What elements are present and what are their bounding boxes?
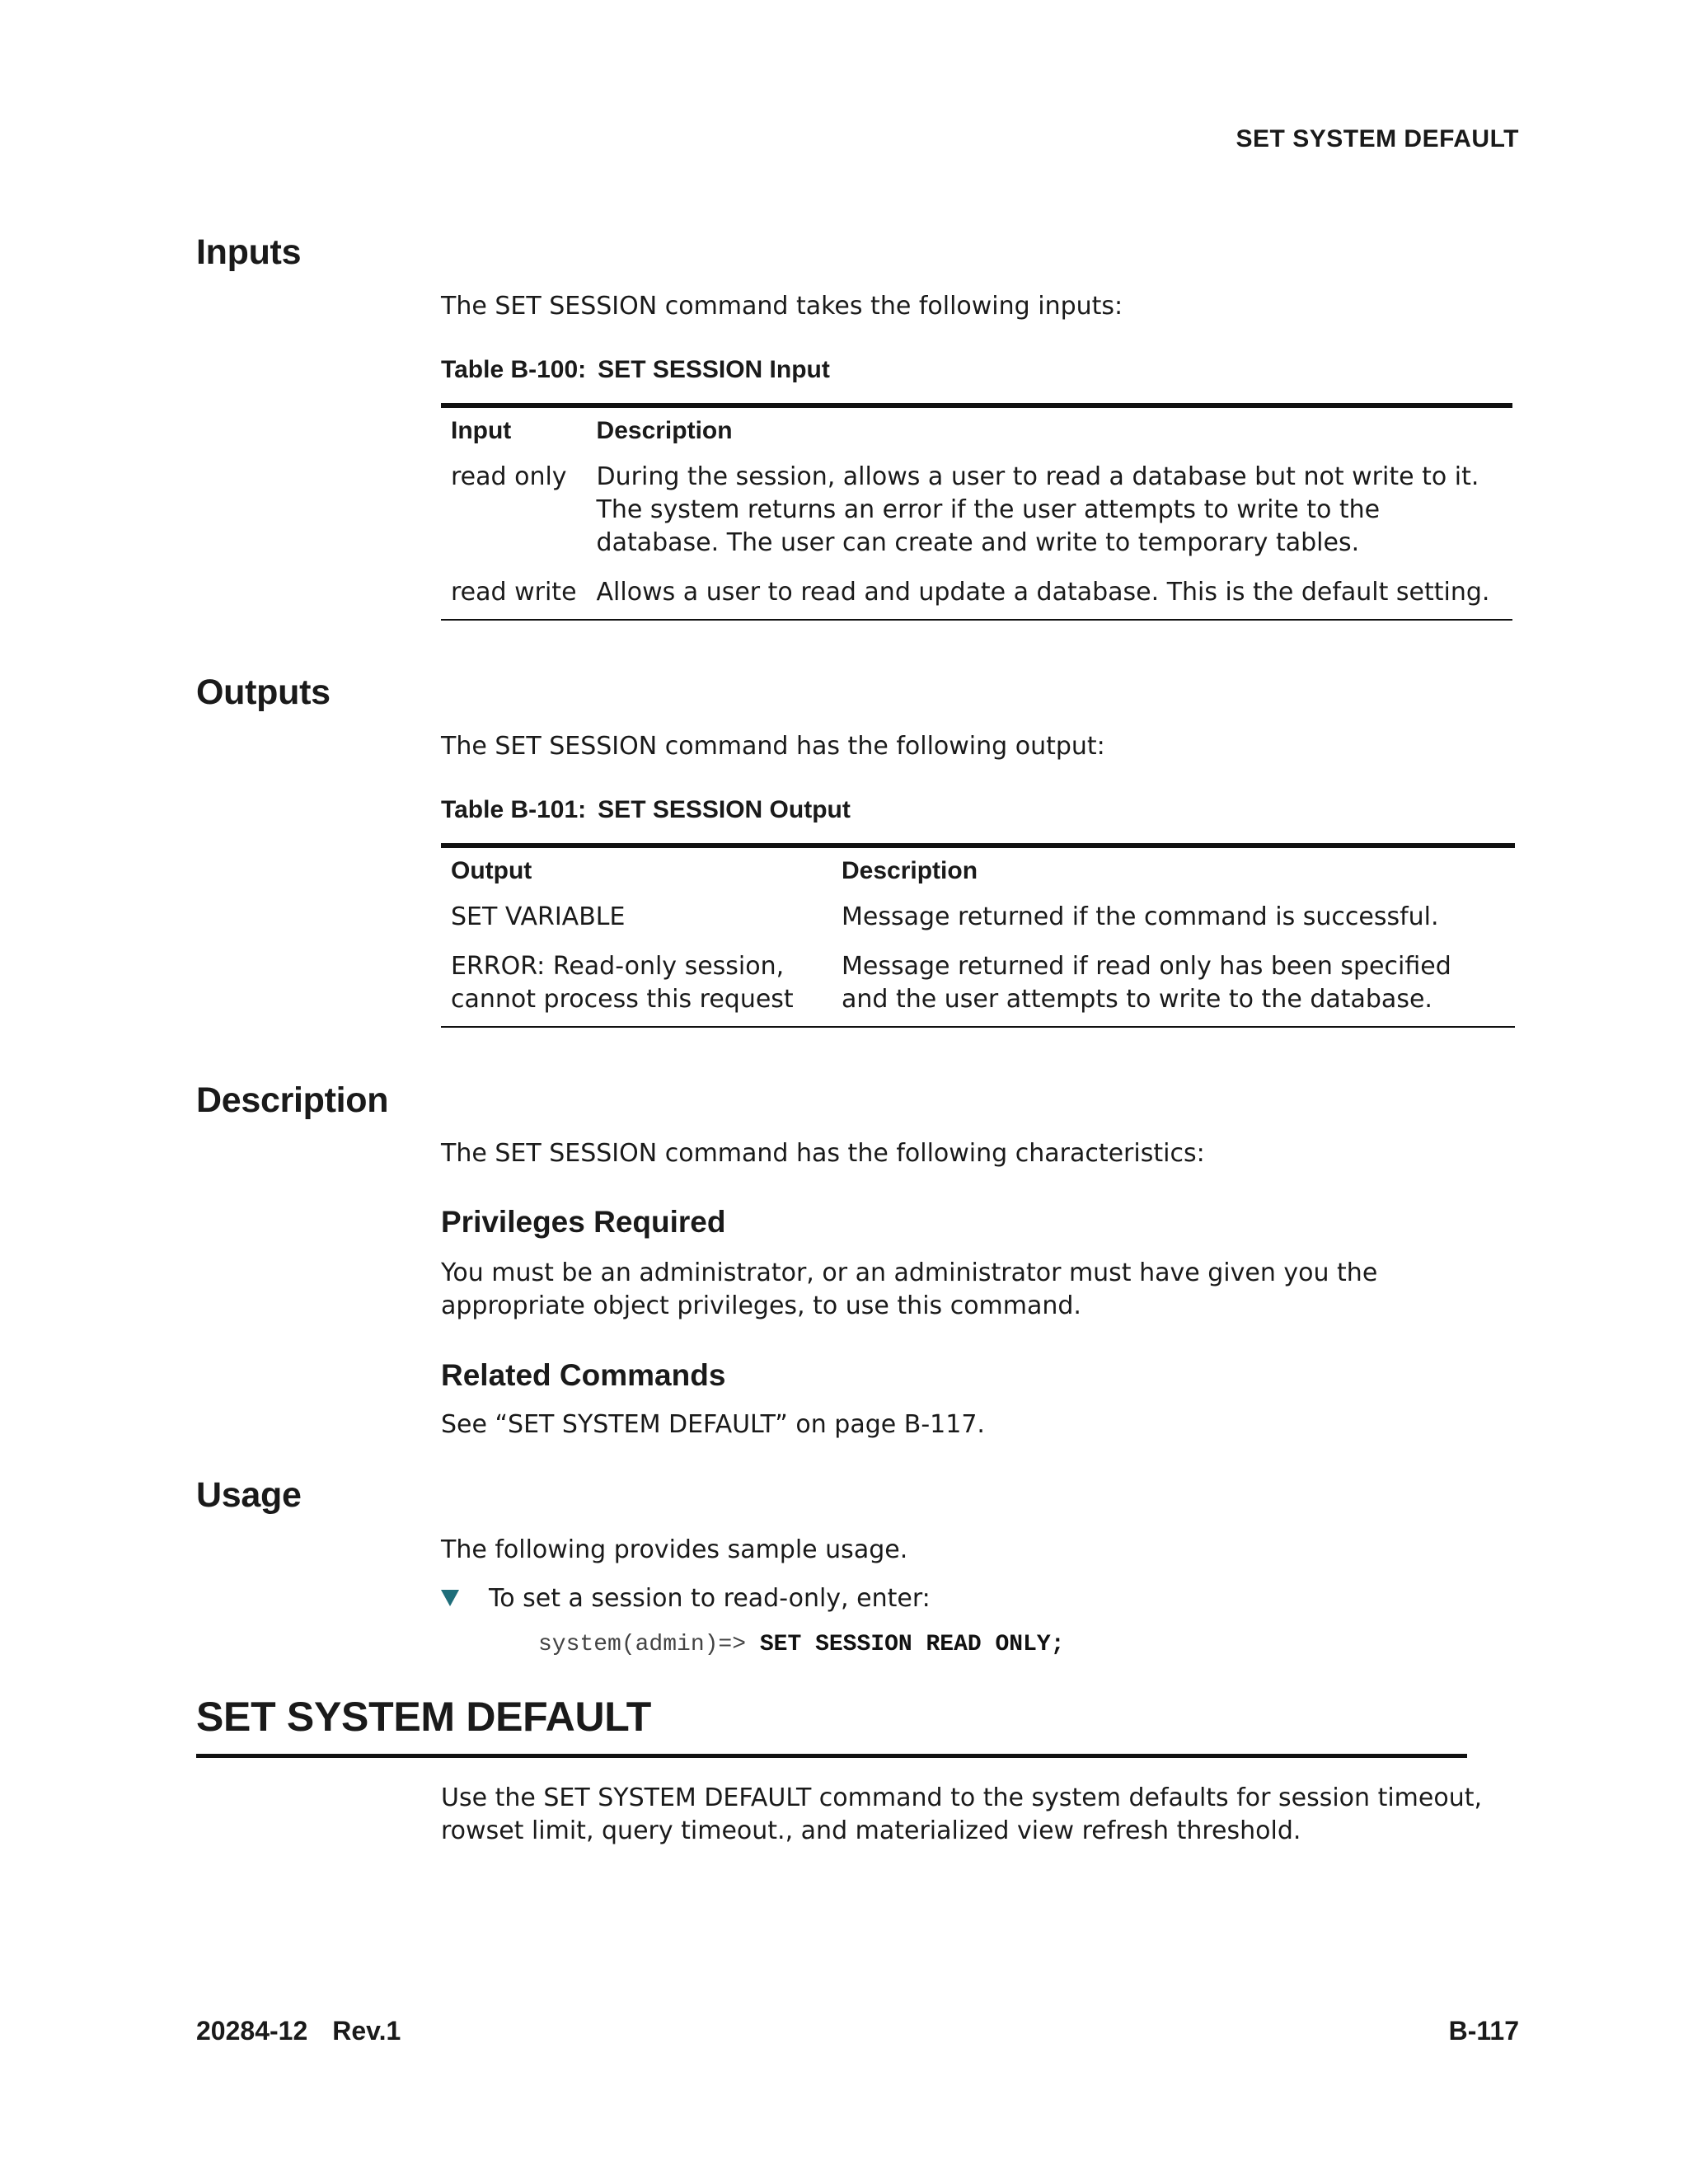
usage-intro: The following provides sample usage. <box>441 1535 908 1564</box>
description-intro: The SET SESSION command has the following characteristics: <box>441 1139 1205 1168</box>
column-header-description: Description <box>832 846 1515 894</box>
footer-page-number: B-117 <box>1448 2016 1519 2046</box>
table-row <box>441 894 1515 944</box>
table-row <box>441 944 1515 1027</box>
section-heading-inputs: Inputs <box>196 232 302 272</box>
set-system-default-text: Use the SET SYSTEM DEFAULT command to the system defaults for session timeout, rowset limit, query timeout., and materialized view refresh threshold. <box>441 1783 1483 1845</box>
privileges-text: You must be an administrator, or an administrator must have given you the appropriate object privileges, to use this command. <box>441 1258 1378 1320</box>
section-heading-description: Description <box>196 1080 389 1120</box>
code-example <box>538 1632 1065 1657</box>
description-cell: Allows a user to read and update a database. This is the default setting. <box>587 569 1512 620</box>
usage-bullet-text: To set a session to read-only, enter: <box>489 1584 931 1613</box>
column-header-description: Description <box>587 405 1512 454</box>
description-cell: Message returned if the command is successful. <box>842 902 1439 931</box>
output-cell: SET VARIABLE <box>451 902 626 931</box>
footer-revision: Rev.1 <box>332 2016 401 2046</box>
table-header-row <box>441 405 1512 454</box>
description-cell: During the session, allows a user to read a database but not write to it. The system returns an error if the user attempts to write to the database. The user can create and write to temporary tables. <box>596 462 1479 557</box>
footer-doc-number: 20284-12 <box>196 2016 308 2046</box>
outputs-table-title: SET SESSION Output <box>598 796 851 823</box>
table-header-row <box>441 846 1515 894</box>
inputs-table-label: Table B-100: <box>441 356 587 383</box>
section-heading-outputs: Outputs <box>196 673 331 712</box>
inputs-intro: The SET SESSION command takes the following inputs: <box>441 292 1123 321</box>
heading-rule <box>196 1754 1467 1758</box>
running-header: SET SYSTEM DEFAULT <box>1236 125 1519 152</box>
input-cell: read write <box>441 569 587 620</box>
input-cell: read only <box>451 462 567 491</box>
code-command: SET SESSION READ ONLY; <box>759 1632 1065 1657</box>
related-commands-heading: Related Commands <box>441 1358 726 1392</box>
footer-doc-info <box>196 2016 401 2046</box>
outputs-intro: The SET SESSION command has the following output: <box>441 732 1105 761</box>
outputs-table <box>441 843 1515 1028</box>
inputs-table-caption <box>441 356 830 384</box>
column-header-output: Output <box>441 846 832 894</box>
output-cell: ERROR: Read-only session, cannot process this request <box>441 944 832 1027</box>
usage-bullet <box>441 1582 931 1615</box>
table-row <box>441 569 1512 620</box>
section-heading-usage: Usage <box>196 1475 302 1515</box>
inputs-table <box>441 403 1512 621</box>
triangle-bullet-icon <box>441 1590 459 1606</box>
description-cell: Message returned if read only has been specified and the user attempts to write to the database. <box>832 944 1515 1027</box>
table-row <box>441 454 1512 569</box>
column-header-input: Input <box>441 405 587 454</box>
outputs-table-label: Table B-101: <box>441 796 587 823</box>
outputs-table-caption <box>441 796 851 824</box>
code-prompt: system(admin)=> <box>538 1632 747 1657</box>
privileges-heading: Privileges Required <box>441 1205 726 1239</box>
related-commands-text: See “SET SYSTEM DEFAULT” on page B-117. <box>441 1410 985 1439</box>
inputs-table-title: SET SESSION Input <box>598 356 830 383</box>
set-system-default-heading: SET SYSTEM DEFAULT <box>196 1694 652 1740</box>
